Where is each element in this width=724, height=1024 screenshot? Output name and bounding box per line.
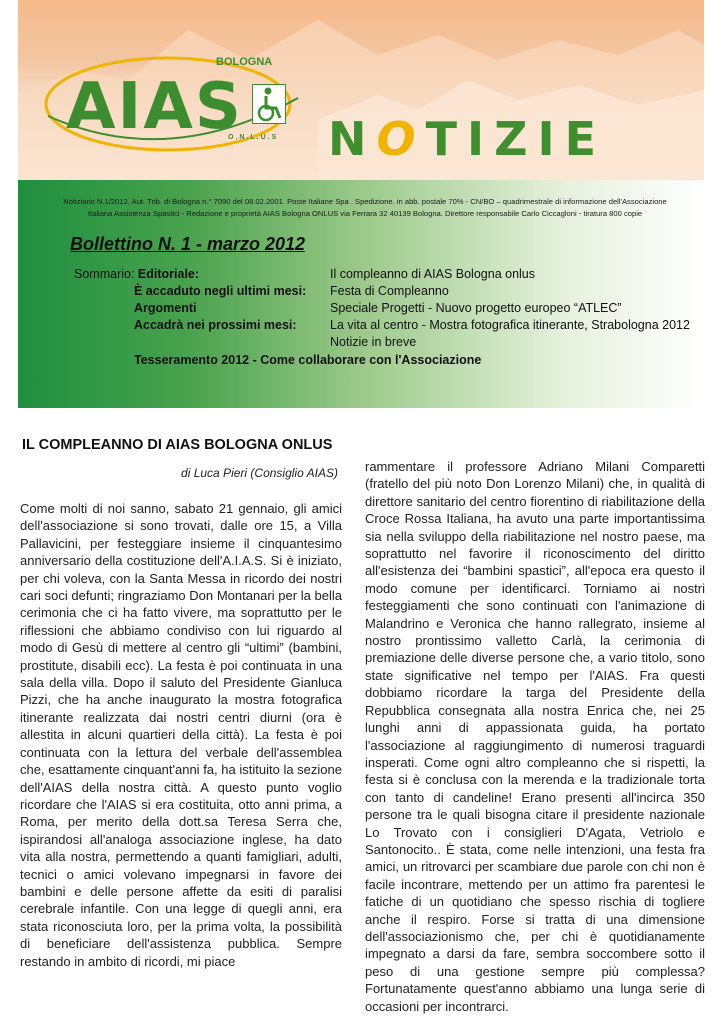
article-column-left [20, 500, 342, 970]
article-title: IL COMPLEANNO DI AIAS BOLOGNA ONLUS [22, 437, 333, 453]
toc-label-3: Argomenti [134, 301, 197, 315]
notizie-title: NOTIZIE [328, 112, 606, 166]
toc-label-1: Editoriale: [137, 267, 200, 281]
bulletin-title: Bollettino N. 1 - marzo 2012 [70, 234, 306, 254]
toc-value-4: La vita al centro - Mostra fotografica itinerante, Strabologna 2012 [330, 318, 690, 332]
aias-logo [18, 0, 338, 180]
toc-value-5: Notizie in breve [330, 335, 417, 349]
logo-city-label: BOLOGNA [216, 56, 273, 68]
sommario-label: Sommario: [74, 267, 135, 281]
article-byline: di Luca Pieri (Consiglio AIAS) [181, 466, 338, 480]
article-text-left: Come molti di noi sanno, sabato 21 gennaio, gli amici dell'associazione si sono trovati, dalle ore 15, a Villa Pallavicini, per festeggiare insieme il cinquantesimo anniversario della costituzione dell'A.I.A.S. Si è iniziato, per chi voleva, con la Santa Messa in ricordo dei nostri cari soci defunti; ringraziamo Don Montanari per la bella cerimonia che ci ha fatto vivere, ma soprattutto per le riflessioni che abbiamo condiviso con lui riguardo al modo di Gesù di mettere al centro gli “ultimi” (bambini, prostitute, disabili ecc). La festa è poi continuata in una sala della villa. Dopo il saluto del Presidente Gianluca Pizzi, che ha anche inaugurato la mostra fotografica itinerante realizzata dai nostri centri diurni (ora è allestita in alcuni quartieri della città). La festa è poi continuata con la lettura del verbale dell'assemblea che, esattamente cinquant'anni fa, ha istituito la sezione dell'AIAS della nostra città. A questo punto voglio ricordare che l'AIAS si era costituita, otto anni prima, a Roma, per merito della dott.sa Teresa Serra che, ispirandosi all'analoga associazione inglese, ha dato vita alla nostra, permettendo a quanti famigliari, adulti, tecnici o amici volevano impegnarsi in favore dei bambini e delle persone affette da esiti di paralisi cerebrale infantile. Con una legge di quegli anni, era stata riconosciuta loro, per la prima volta, la possibilità di beneficiare dell'assistenza pubblica. Sempre restando in ambito di ricordi, mi piace [20, 501, 342, 969]
colophon [40, 196, 690, 220]
article-column-right [365, 458, 705, 1015]
toc-label-2: È accaduto negli ultimi mesi: [134, 284, 307, 298]
article-text-right: rammentare il professore Adriano Milani Comparetti (fratello del più noto Don Lorenzo Milani) che, in qualità di direttore sanitario del centro fiorentino di riabilitazione della Croce Rossa Italiana, ha avuto una parte importantissima sia nella sviluppo della riabilitazione nel nostro paese, ma soprattutto nel favorire il riconoscimento del diritto all'esistenza dei “bambini spastici”, all'epoca era questo il modo comune per identificarci. Torniamo ai nostri festeggiamenti che sono continuati con l'animazione di Malandrino e Veronica che hanno rallegrato, insieme al nostro prontissimo valletto Carlà, la cerimonia di premiazione delle diverse persone che, a vario titolo, sono state significative nel tempo per l'AIAS. Fra questi dobbiamo ricordare la targa del Presidente della Repubblica consegnata alla nostra Enrica che, nei 25 lunghi anni di appassionata guida, ha portato l'associazione al raggiungimento di numerosi traguardi insperati. Come ogni altro compleanno che si rispetti, la festa si è conclusa con la merenda e la tradizionale torta con tanto di candeline! Erano presenti all'incirca 350 persone tra le quali bisogna citare il presidente nazionale Lo Trovato con i consiglieri D'Agata, Vetriolo e Santonocito.. È stata, come nelle intenzioni, una festa fra amici, un ritrovarci per scambiare due parole con chi non è facile incontrare, mettendo per un attimo fra parentesi le fatiche di un quotidiano che spesso rischia di togliere anche il respiro. Forse si tratta di una dimensione dell'associazionismo che, per chi è quotidianamente impegnato a darsi da fare, sembra soccombere sotto il peso di una gestione sempre più complessa? Fortunatamente quest'anno abbiamo una lunga serie di occasioni per incontrarci. [365, 459, 705, 1014]
colophon-line-2: Italiana Assistenza Spastici - Redazione e proprietà AIAS Bologna ONLUS via Ferrara 32 40139 Bologna. Direttore responsabile Carlo Ciccagloni - tiratura 800 copie [87, 209, 643, 218]
toc-value-2: Festa di Compleanno [330, 284, 449, 298]
wheelchair-icon [252, 84, 286, 124]
toc-footer: Tesseramento 2012 - Come collaborare con l'Associazione [134, 353, 482, 367]
toc-label-4: Accadrà nei prossimi mesi: [134, 318, 297, 332]
logo-aias-label: AIAS [66, 70, 243, 144]
toc-value-3: Speciale Progetti - Nuovo progetto europeo “ATLEC” [330, 301, 622, 315]
toc-value-1: Il compleanno di AIAS Bologna onlus [330, 267, 535, 281]
logo-onlus-label: O.N.L.U.S [228, 134, 279, 141]
colophon-line-1: Notiziario N.1/2012, Aut. Trib. di Bologna n.° 7090 del 08.02.2001. Poste Italiane Spa . Spedizione. in abb. postale 70% - CN/BO – quadrimestrale di informazione dell'Associazione [63, 197, 667, 206]
masthead [18, 0, 704, 180]
